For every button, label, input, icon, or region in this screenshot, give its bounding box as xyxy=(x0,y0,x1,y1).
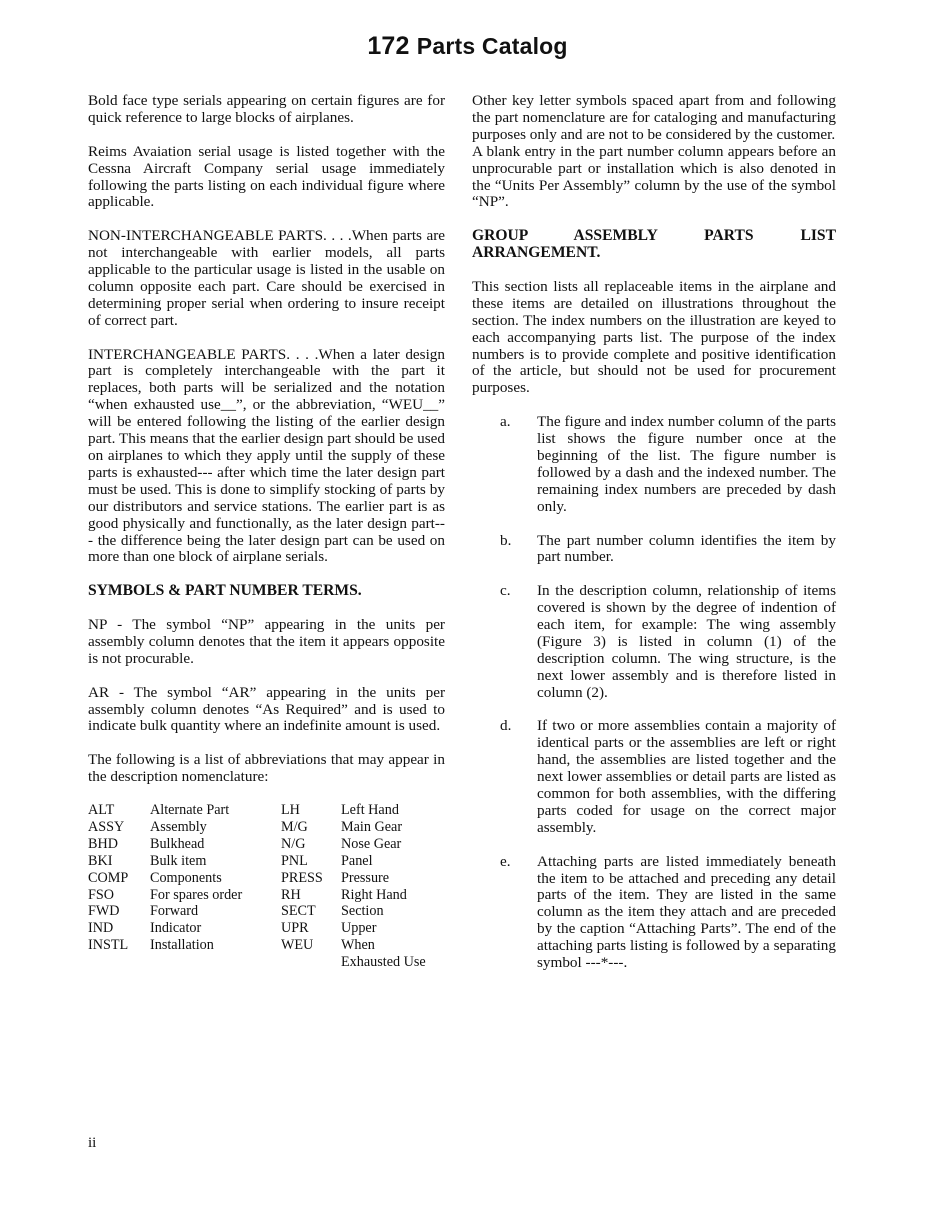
abbreviation-code: FSO xyxy=(88,886,115,903)
abbreviation-meaning: Pressure xyxy=(341,869,390,886)
abbreviation-row xyxy=(88,887,426,904)
list-item-letter: d. xyxy=(500,717,512,735)
abbreviation-code: BKI xyxy=(88,852,113,869)
abbreviation-code xyxy=(281,954,341,971)
paragraph-non-interchangeable: NON-INTERCHANGEABLE PARTS. . . .When parts are not interchangeable with earlier models, all parts applicable to the particular usage is listed in the usable on column opposite each part. Care should be exercised in determining proper serial when ordering to insure receipt of correct part. xyxy=(88,227,445,329)
list-item-letter: b. xyxy=(500,531,512,549)
paragraph-ar-symbol: AR - The symbol “AR” appearing in the units per assembly column denotes “As Required” and is used to indicate bulk quantity where an indefinite amount is used. xyxy=(88,683,445,735)
list-item-letter: e. xyxy=(500,852,511,870)
abbreviation-row xyxy=(88,802,426,819)
list-item-letter: c. xyxy=(500,582,511,600)
abbreviation-row xyxy=(88,819,426,836)
abbreviation-meaning: Panel xyxy=(341,852,373,869)
paragraph-np-symbol: NP - The symbol “NP” appearing in the units per assembly column denotes that the item it appears opposite is not procurable. xyxy=(88,616,445,667)
page-number: ii xyxy=(88,1135,97,1151)
abbreviation-code: IND xyxy=(88,920,114,937)
abbreviation-meaning: For spares order xyxy=(150,886,243,903)
abbreviation-code: BHD xyxy=(88,835,118,852)
abbreviation-code: UPR xyxy=(281,920,309,937)
abbreviation-code: FWD xyxy=(88,903,120,920)
page-title xyxy=(0,32,935,61)
abbreviation-row xyxy=(88,836,426,853)
abbreviation-meaning xyxy=(150,954,281,971)
paragraph-bold-serials: Bold face type serials appearing on certain figures are for quick reference to large blocks of airplanes. xyxy=(88,92,445,126)
paragraph-key-letters: Other key letter symbols spaced apart from and following the part nomenclature are for cataloging and manufacturing purposes only and are not to be considered by the customer. xyxy=(472,92,836,143)
paragraph-blank-entry: A blank entry in the part number column appears before an unprocurable part or installation which is also denoted in the “Units Per Assembly” column by the use of the symbol “NP”. xyxy=(472,142,836,211)
paragraph-interchangeable: INTERCHANGEABLE PARTS. . . .When a later design part is completely interchangeable with the part it replaces, both parts will be serialized and the notation “when exhausted use__”, or the abbreviation, “WEU__” will be entered following the listing of the earlier design part. This means that the earlier design part should be used on airplanes to which they apply until the supply of these parts is exhausted--- after which time the later design part must be used. This is done to simplify stocking of parts by our distributors and service stations. The earlier part is as good physically and functionally, as the later design part--- the difference being the later design part can be used on more than one block of airplane serials. xyxy=(88,345,445,566)
abbreviation-code: SECT xyxy=(281,903,316,920)
abbreviation-meaning: Installation xyxy=(150,937,214,954)
abbreviation-meaning: Alternate Part xyxy=(150,802,230,819)
list-item xyxy=(472,583,836,701)
abbreviation-meaning: Indicator xyxy=(150,920,202,937)
list-item-text: The figure and index number column of the parts list shows the figure number once at the beginning of the list. The figure number is followed by a dash and the indexed number. The remaining index numbers are preceded by dash only. xyxy=(537,413,836,515)
symbols-heading: SYMBOLS & PART NUMBER TERMS. xyxy=(88,582,362,600)
abbreviation-meaning: Right Hand xyxy=(341,886,407,903)
right-column xyxy=(472,93,836,989)
abbreviation-meaning: Assembly xyxy=(150,818,207,835)
abbreviation-meaning: Exhausted Use xyxy=(341,954,426,971)
abbreviation-code: PNL xyxy=(281,852,308,869)
abbreviation-row xyxy=(88,903,426,920)
abbreviation-code: COMP xyxy=(88,869,129,886)
abbreviation-meaning: Main Gear xyxy=(341,818,403,835)
list-item-text: Attaching parts are listed immediately beneath the item to be attached and preceding any detail parts of the item. They are listed in the same column as the item they attach and are preceded by the caption “Attaching Parts”. The end of the attaching parts listing is followed by a separating symbol ---*---. xyxy=(537,852,836,972)
list-item-text: In the description column, relationship of items covered is shown by the degree of indention of each item, for example: The wing assembly (Figure 3) is listed in column (1) of the description column. The wing structure, is the next lower assembly and is therefore listed in column (2). xyxy=(537,582,836,701)
abbreviation-code: PRESS xyxy=(281,869,323,886)
abbreviation-code: M/G xyxy=(281,818,308,835)
abbreviation-meaning: Forward xyxy=(150,903,199,920)
abbreviation-code: LH xyxy=(281,802,300,819)
list-item xyxy=(472,414,836,515)
abbreviation-code: ASSY xyxy=(88,818,125,835)
abbreviation-meaning: Components xyxy=(150,869,222,886)
page-title-number: 172 xyxy=(367,32,410,60)
paragraph-reims-serials: Reims Avaiation serial usage is listed together with the Cessna Aircraft Company serial usage immediately following the parts listing on each individual figure where applicable. xyxy=(88,142,445,211)
abbreviation-meaning: Upper xyxy=(341,920,377,937)
abbreviation-meaning: Bulk item xyxy=(150,852,207,869)
abbreviation-row xyxy=(88,870,426,887)
group-assembly-heading: GROUP ASSEMBLY PARTS LIST ARRANGEMENT. xyxy=(472,227,836,262)
abbreviation-row xyxy=(88,937,426,954)
abbreviation-meaning: Section xyxy=(341,903,384,920)
paragraph-abbreviations-intro: The following is a list of abbreviations that may appear in the description nomenclature: xyxy=(88,751,445,786)
list-item-text: The part number column identifies the item by part number. xyxy=(537,531,836,566)
list-item-text: If two or more assemblies contain a majority of identical parts or the assemblies are left or right hand, the assemblies are listed together and the next lower assemblies or detail parts are listed as common for both assemblies, with the differing parts coded for usage on the correct major assembly. xyxy=(537,717,836,836)
list-item xyxy=(472,718,836,836)
lettered-list xyxy=(472,414,836,972)
abbreviation-row xyxy=(88,954,426,971)
abbreviation-meaning: When xyxy=(341,937,375,954)
abbreviations-table xyxy=(88,802,426,971)
abbreviation-meaning: Left Hand xyxy=(341,802,399,819)
left-column xyxy=(88,93,445,971)
paragraph-section-lists: This section lists all replaceable items in the airplane and these items are detailed on illustrations throughout the section. The index numbers on the illustration are keyed to each accompanying parts list. The purpose of the index numbers is to provide complete and positive identification of the article, but should not be used for procurement purposes. xyxy=(472,277,836,397)
list-item-letter: a. xyxy=(500,413,511,431)
abbreviation-code: N/G xyxy=(281,835,306,852)
abbreviation-code: WEU xyxy=(281,937,314,954)
abbreviation-meaning: Nose Gear xyxy=(341,835,402,852)
abbreviation-code: RH xyxy=(281,886,301,903)
abbreviation-meaning: Bulkhead xyxy=(150,835,205,852)
abbreviation-row xyxy=(88,920,426,937)
page-title-text: Parts Catalog xyxy=(416,33,568,59)
list-item xyxy=(472,533,836,567)
abbreviation-code xyxy=(88,954,150,971)
abbreviation-row xyxy=(88,853,426,870)
abbreviation-code: ALT xyxy=(88,802,115,819)
list-item xyxy=(472,854,836,972)
abbreviation-code: INSTL xyxy=(88,937,129,954)
